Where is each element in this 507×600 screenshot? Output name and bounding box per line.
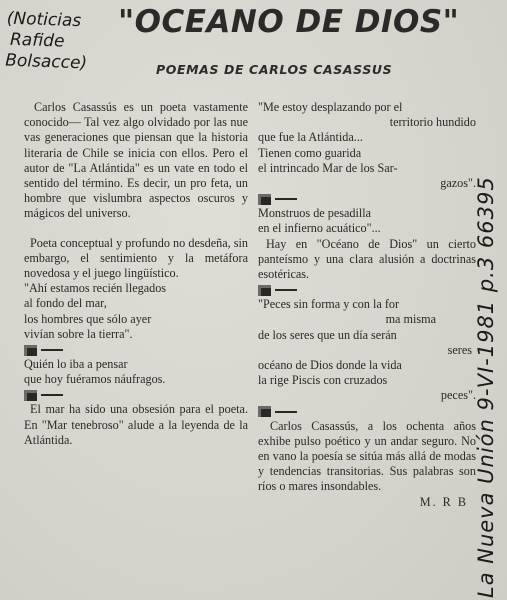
quote-line: Tienen como guarida xyxy=(258,145,362,160)
quote-line: que hoy fuéramos náufragos. xyxy=(24,372,166,387)
author-signature: M. R B xyxy=(419,494,468,509)
quote-line: "Peces sin forma y con la for xyxy=(258,297,400,312)
section-marker xyxy=(258,406,476,418)
quote-line: el intrincado Mar de los Sar- xyxy=(258,160,398,175)
section-marker xyxy=(24,344,248,356)
quote-line: de los seres que un día serán xyxy=(258,327,397,342)
quote-line: "Me estoy desplazando por el xyxy=(258,100,403,114)
quote-line: ma misma xyxy=(385,312,436,327)
handwritten-line: Bolsacce) xyxy=(4,50,88,74)
quote-line: al fondo del mar, xyxy=(24,296,107,311)
article-subtitle: POEMAS DE CARLOS CASASSUS xyxy=(156,62,393,77)
paragraph: El mar ha sido una obsesión para el poeta. En "Mar tenebroso" alude a la leyenda de la Atlántida. xyxy=(24,402,248,447)
left-column xyxy=(24,100,248,448)
quote-line: Monstruos de pesadilla xyxy=(258,206,372,221)
quote-line: que fue la Atlántida... xyxy=(258,130,363,145)
quote-line: océano de Dios donde la vida xyxy=(258,358,402,373)
paragraph: Hay en "Océano de Dios" un cierto panteísmo y una clara alusión a doctrinas esotéricas. xyxy=(258,236,476,282)
quote-line: en el infierno acuático"... xyxy=(258,221,381,236)
paragraph: Poeta conceptual y profundo no desdeña, sin embargo, el sentimiento y la metáfora novedosa y el juego lingüístico. xyxy=(24,235,248,281)
section-marker xyxy=(258,193,476,205)
quote-line: territorio hundido xyxy=(389,115,476,130)
article-title: "OCEANO DE DIOS" xyxy=(118,4,460,40)
handwritten-source-note xyxy=(5,9,89,75)
quote-line: los hombres que sólo ayer xyxy=(24,311,152,326)
handwritten-date-note: La Nueva Unión 9-VI-1981 p.3 66395 xyxy=(474,176,498,598)
quote-line: Quién lo iba a pensar xyxy=(24,357,128,372)
paragraph: Carlos Casassús, a los ochenta años exhibe pulso poético y un andar seguro. No en vano la poesía se sitúa más allá de modas y tendencias transitorias. Sus palabras son ríos o mares insondables. xyxy=(258,418,476,494)
section-marker xyxy=(24,389,248,401)
right-column xyxy=(258,100,476,510)
quote-line: seres xyxy=(447,342,472,357)
quote-line: la rige Piscis con cruzados xyxy=(258,373,388,388)
quote-line: vivían sobre la tierra". xyxy=(24,326,133,341)
handwritten-line: (Noticias xyxy=(6,8,82,32)
handwritten-line: Rafide xyxy=(9,29,65,52)
section-marker xyxy=(258,284,476,296)
paragraph: Carlos Casassús es un poeta vastamente conocido— Tal vez algo olvidado por las nue vas generaciones que piensan que la historia literaria de Chile se inicia con ellos. Pero el autor de "La Atlántida" es un vate en todo el sentido del término. Es decir, un pro feta, un hombre que vislumbra aspectos oscuros y mágicos del universo. xyxy=(24,100,248,221)
quote-line: "Ahí estamos recién llegados xyxy=(24,281,167,296)
quote-line: gazos". xyxy=(440,176,476,191)
quote-line: peces". xyxy=(440,388,476,403)
